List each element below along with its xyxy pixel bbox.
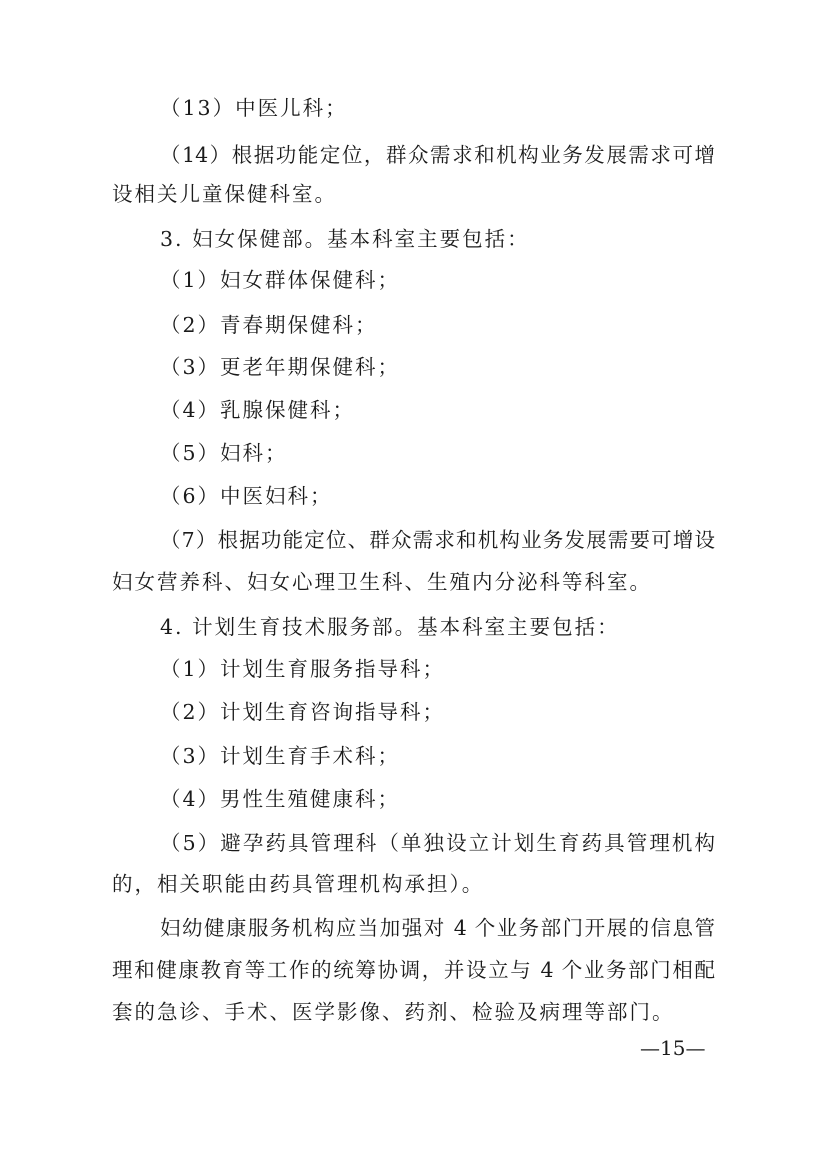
text-line: 理和健康教育等工作的统筹协调，并设立与 4 个业务部门相配: [112, 958, 715, 982]
section-heading: 3. 妇女保健部。基本科室主要包括：: [160, 227, 530, 251]
text-line: 的，相关职能由药具管理机构承担）。: [112, 872, 485, 896]
text-line: （13）中医儿科；: [160, 96, 348, 120]
text-line: （5）妇科；: [160, 441, 288, 465]
text-line: 套的急诊、手术、医学影像、药剂、检验及病理等部门。: [112, 1000, 675, 1024]
text-line: 设相关儿童保健科室。: [112, 182, 337, 206]
text-line: （6）中医妇科；: [160, 484, 333, 508]
section-heading: 4. 计划生育技术服务部。基本科室主要包括：: [160, 615, 620, 639]
text-line: （4）男性生殖健康科；: [160, 787, 401, 811]
text-line: （14）根据功能定位，群众需求和机构业务发展需求可增: [160, 143, 715, 167]
text-line: （3）计划生育手术科；: [160, 744, 401, 768]
text-line: （3）更老年期保健科；: [160, 355, 401, 379]
text-line: （7）根据功能定位、群众需求和机构业务发展需要可增设: [160, 528, 715, 552]
text-line: 妇女营养科、妇女心理卫生科、生殖内分泌科等科室。: [112, 570, 652, 594]
text-line: （5）避孕药具管理科（单独设立计划生育药具管理机构: [160, 831, 715, 855]
text-line: （1）妇女群体保健科；: [160, 268, 401, 292]
page-number: —15—: [640, 1036, 706, 1060]
text-line: 妇幼健康服务机构应当加强对 4 个业务部门开展的信息管: [160, 916, 715, 940]
text-line: （1）计划生育服务指导科；: [160, 657, 446, 681]
text-line: （4）乳腺保健科；: [160, 398, 356, 422]
text-line: （2）计划生育咨询指导科；: [160, 700, 446, 724]
text-line: （2）青春期保健科；: [160, 313, 378, 337]
